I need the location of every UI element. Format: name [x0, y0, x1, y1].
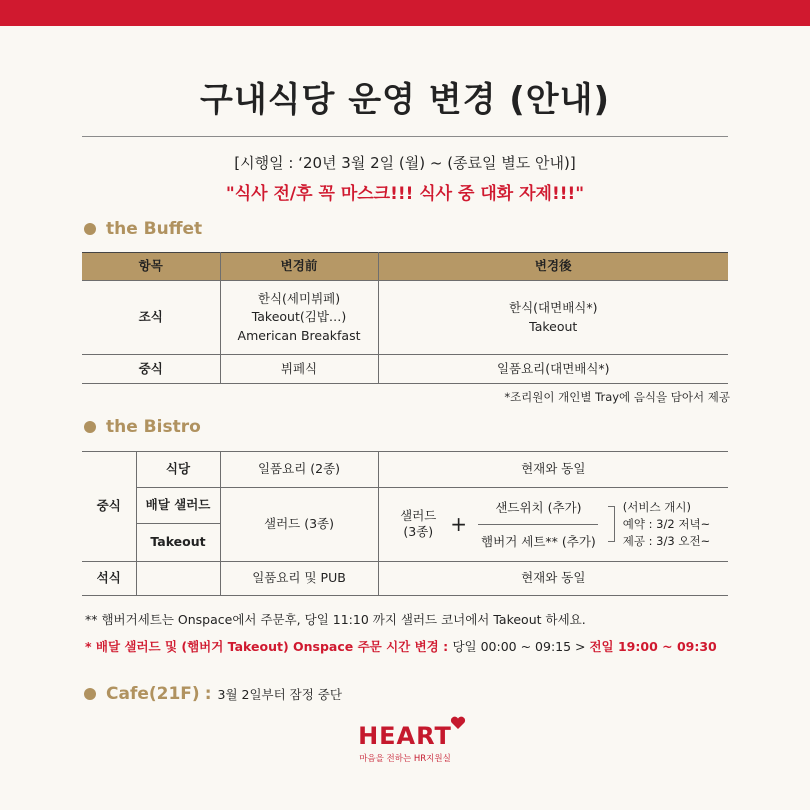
table-row [82, 281, 728, 355]
status-cell: 현재와 동일 [378, 562, 728, 596]
bullet-dot-icon [84, 421, 96, 433]
row-label-dinner: 석식 [82, 562, 136, 596]
service-title: (서비스 개시) [622, 500, 691, 515]
table-row [82, 452, 728, 488]
cafe-notice [84, 684, 342, 704]
effective-date: [시행일 : ‘20년 3월 2일 (월) ~ (종료일 별도 안내)] [234, 154, 576, 172]
before-cell [220, 281, 378, 355]
plus-icon: + [450, 511, 468, 536]
bistro-heading [84, 417, 201, 437]
mask-warning: "식사 전/후 꼭 마스크!!! 식사 중 대화 자제!!!" [225, 184, 585, 204]
buffet-heading [84, 219, 202, 239]
bullet-dot-icon [84, 688, 96, 700]
logo-word: HEART [358, 722, 452, 750]
sub-label: 식당 [136, 452, 220, 488]
cafe-text: 3월 2일부터 잠정 중단 [217, 687, 342, 702]
service-reserve: 예약 : 3/2 저녁~ [622, 517, 711, 532]
table-row [82, 488, 728, 524]
option-burger-set: 햄버거 세트** (추가) [481, 533, 596, 549]
sub-label: Takeout [136, 524, 220, 562]
after-cell [378, 281, 728, 355]
service-schedule [623, 499, 710, 549]
menu-cell: 일품요리 및 PUB [220, 562, 378, 596]
heart-logo [330, 722, 480, 764]
bistro-heading-label: the Bistro [106, 417, 201, 437]
header-before: 변경前 [220, 253, 378, 281]
cell-line: 한식(대면배식*) [509, 300, 598, 316]
buffet-table [82, 252, 728, 384]
header-item: 항목 [82, 253, 220, 281]
table-header-row [82, 253, 728, 281]
row-label-lunch: 중식 [82, 452, 136, 562]
combo-cell [378, 488, 728, 562]
cafe-colon: : [204, 684, 212, 704]
option-divider [478, 524, 598, 525]
combo-options [477, 500, 600, 549]
cell-line: 한식(세미뷔페) [257, 291, 341, 307]
burger-footnote: ** 햄버거세트는 Onspace에서 주문후, 당일 11:10 까지 샐러드 코너에서 Takeout 하세요. [85, 612, 586, 627]
cell-line: Takeout [529, 318, 578, 334]
salad-combo [379, 499, 729, 549]
bracket-icon [608, 506, 615, 542]
row-label: 조식 [82, 281, 220, 355]
buffet-heading-label: the Buffet [106, 219, 203, 239]
menu-cell: 샐러드 (3종) [220, 488, 378, 562]
combo-salad: 샐러드 (3종) [400, 508, 437, 540]
before-cell: 뷔페식 [220, 355, 378, 384]
cafe-label: Cafe(21F) [106, 684, 200, 704]
table-row [82, 562, 728, 596]
sub-label-empty [136, 562, 220, 596]
option-sandwich: 샌드위치 (추가) [495, 499, 582, 515]
page-title: 구내식당 운영 변경 (안내) [199, 80, 611, 120]
logo-wordmark [358, 722, 452, 750]
order-time-notice [85, 637, 717, 655]
order-time-new: 전일 19:00 ~ 09:30 [589, 639, 717, 654]
top-red-bar [0, 0, 810, 26]
bullet-dot-icon [84, 223, 96, 235]
cell-line: Takeout(김밥…) [251, 309, 347, 325]
order-time-prefix: * 배달 샐러드 및 (햄버거 Takeout) Onspace 주문 시간 변경 : [85, 639, 453, 654]
logo-tagline: 마음을 전하는 HR지원실 [359, 754, 451, 764]
after-cell: 일품요리(대면배식*) [378, 355, 728, 384]
table-row [82, 355, 728, 384]
buffet-footnote: *조리원이 개인별 Tray에 음식을 담아서 제공 [504, 390, 730, 404]
menu-cell: 일품요리 (2종) [220, 452, 378, 488]
row-label: 중식 [82, 355, 220, 384]
sub-label: 배달 샐러드 [136, 488, 220, 524]
title-divider [82, 136, 728, 137]
order-time-old: 당일 00:00 ~ 09:15 > [452, 639, 590, 654]
service-provide: 제공 : 3/3 오전~ [622, 533, 711, 548]
bistro-table [82, 451, 728, 596]
status-cell: 현재와 동일 [378, 452, 728, 488]
cell-line: American Breakfast [237, 327, 361, 343]
heart-icon [450, 716, 466, 730]
header-after: 변경後 [378, 253, 728, 281]
